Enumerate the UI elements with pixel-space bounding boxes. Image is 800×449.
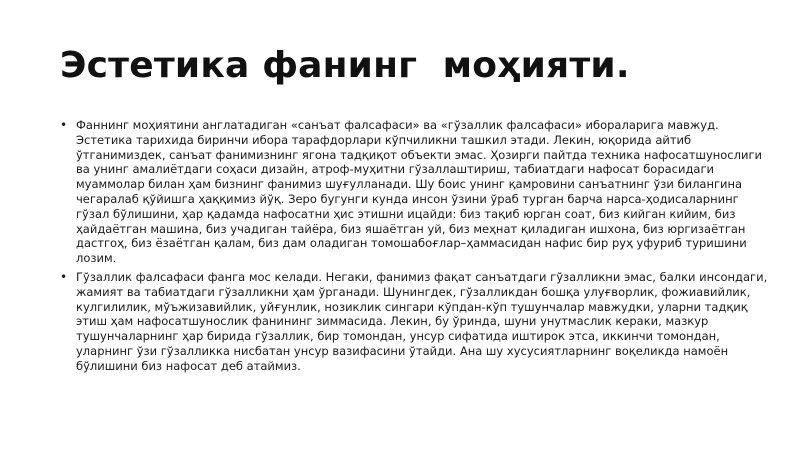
paragraph-text: Гўзаллик фалсафаси фанга мос келади. Негаки, фанимиз фақат санъатдаги гўзалликни эмас, балки инсондаги, жамият ва табиатдаги гўзалликни ҳам ўрганади. Шунингдек, гўзалликдан бошқа улуғворлик, фожиавийлик, кулгилилик, мўъжизавийлик, уйғунлик, нозиклик сингари кўпдан-кўп тушунчалар мавжудки, уларни тадқиқ этиш ҳам нафосатшунослик фанининг зиммасида. Лекин, бу ўринда, шуни унутмаслик кераки, мазкур тушунчаларнинг ҳар бирида гўзаллик, бир томондан, унсур сифатида иштирок этса, иккинчи томондан, уларнинг ўзи гўзалликка нисбатан унсур вазифасини ўтайди. Ана шу хусусиятларнинг воқеликда намоён бўлишини биз нафосат деб атаймиз. <box>76 269 768 373</box>
bullet-icon: • <box>60 118 68 132</box>
bullet-list <box>60 118 770 378</box>
bullet-paragraph-2 <box>60 270 770 374</box>
paragraph-text: Фаннинг моҳиятини англатадиган «санъат фалсафаси» ва «гўзаллик фалсафаси» ибораларига мавжуд. Эстетика тарихида биринчи ибора тарафдорлари кўпчиликни ташкил этади. Лекин, юқорида айтиб ўтганимиздек, санъат фанимизнинг ягона тадқиқот объекти эмас. Ҳозирги пайтда техника нафосатшунослиги ва унинг амалиётдаги соҳаси дизайн, атроф-муҳитни гўзаллаштириш, табиатдаги нафосат борасидаги муаммолар билан ҳам бизнинг фанимиз шуғулланади. Шу боис унинг қамровини санъатнинг ўзи билангина чегаралаб қўйишга ҳаққимиз йўқ. Зеро бугунги кунда инсон ўзини ўраб турган барча нарса-ҳодисаларнинг гўзал бўлишини, ҳар қадамда нафосатни ҳис этишни ицайди: биз тақиб юрган соат, биз кийган кийим, биз ҳайдаётган машина, биз учадиган тайёра, биз яшаётган уй, биз меҳнат қиладиган ишхона, биз юргизаётган дастгоҳ, биз ёзаётган қалам, биз дам оладиган томошабоғлар–ҳаммасидан нафис бир руҳ уфуриб туришини лозим. <box>76 118 762 266</box>
slide-title: Эстетика фанинг моҳияти. <box>60 45 630 86</box>
bullet-paragraph-1 <box>60 118 770 266</box>
bullet-icon: • <box>60 269 68 284</box>
